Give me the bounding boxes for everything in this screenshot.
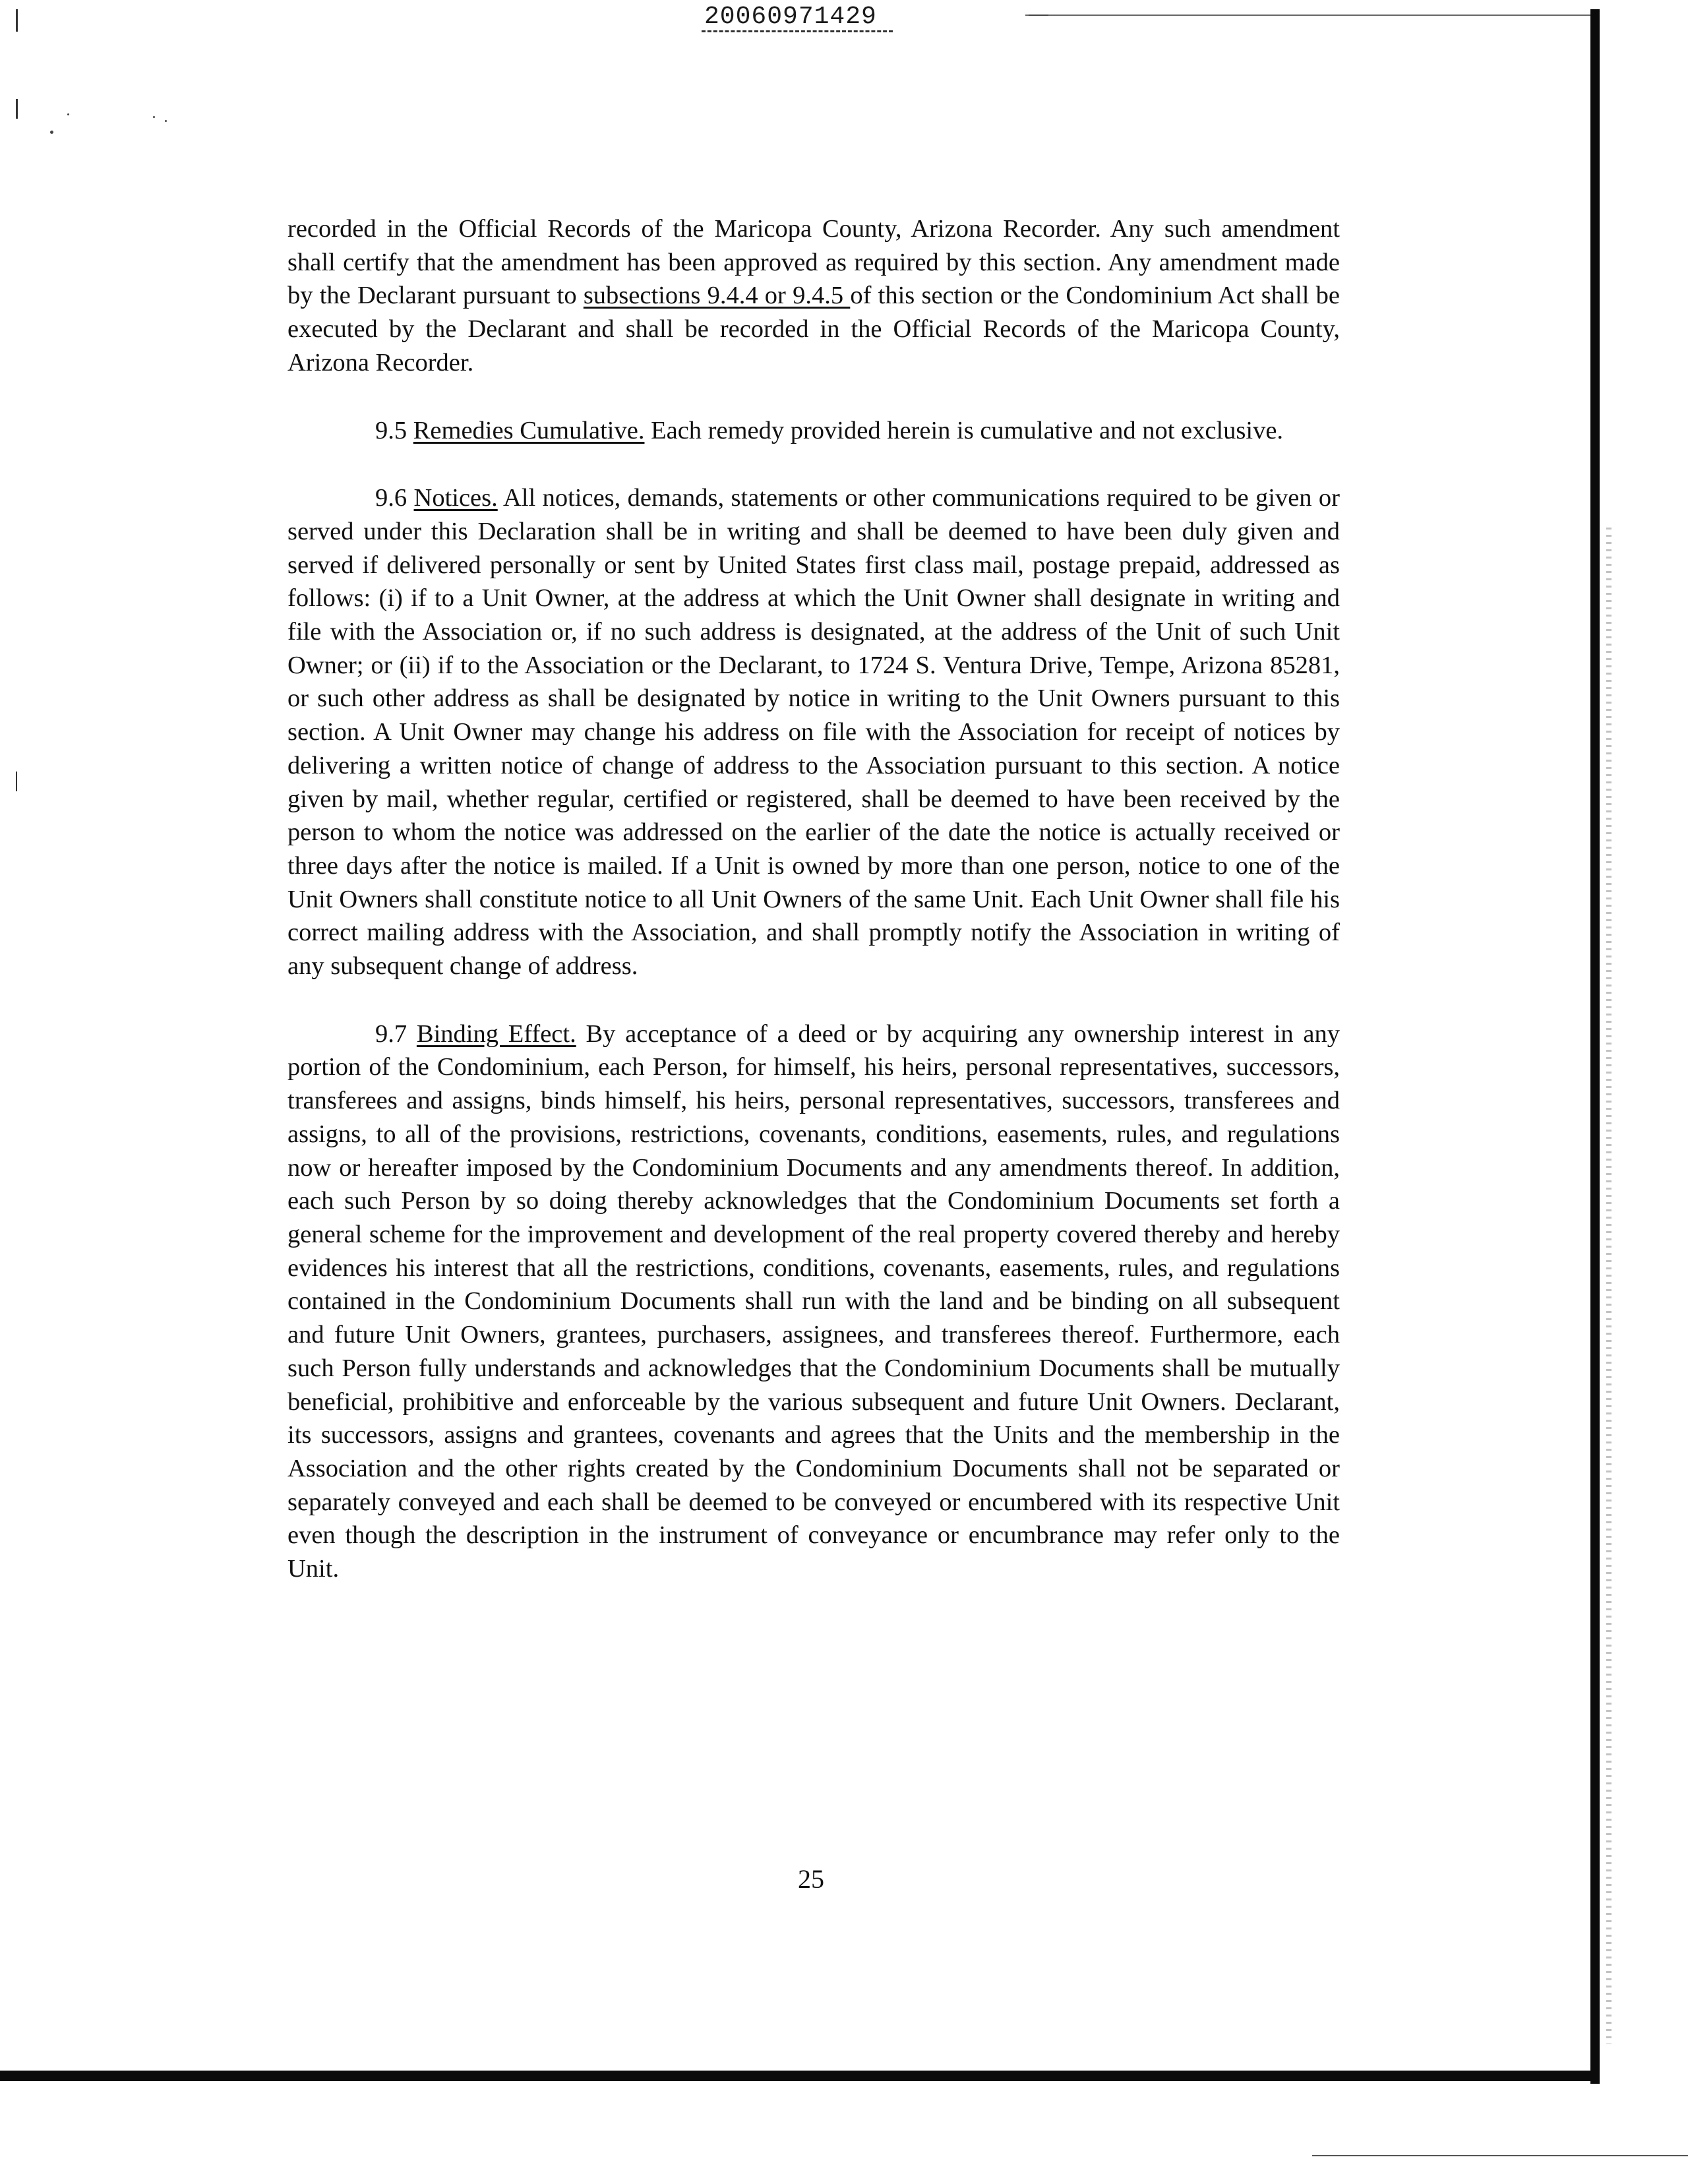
top-rule-mark (1029, 15, 1048, 16)
scan-bottom-border (0, 2071, 1600, 2081)
section-9-7 (287, 1017, 1340, 1586)
section-heading: Binding Effect. (416, 1019, 576, 1048)
section-body: All notices, demands, statements or other communications required to be given or served under this Declaration shall be in writing and shall be deemed to have been duly given and served if delivered personally or sent by United States first class mail, postage prepaid, addressed as follows: (i) if to a Unit Owner, at the address at which the Unit Owner shall designate in writing and file with the Association or, if no such address is designated, at the address of the Unit of such Unit Owner; or (ii) if to the Association or the Declarant, to 1724 S. Ventura Drive, Tempe, Arizona 85281, or such other address as shall be designated by notice in writing to the Unit Owners pursuant to this section. A Unit Owner may change his address on file with the Association for receipt of notices by delivering a written notice of change of address to the Association pursuant to this section. A notice given by mail, whether regular, certified or registered, shall be deemed to have been received by the person to whom the notice was addressed on the earlier of the date the notice is actually received or three days after the notice is mailed. If a Unit is owned by more than one person, notice to one of the Unit Owners shall constitute notice to all Unit Owners of the same Unit. Each Unit Owner shall file his correct mailing address with the Association, and shall promptly notify the Association in writing of any subsequent change of address. (287, 484, 1340, 981)
document-body (287, 212, 1340, 1586)
section-number: 9.5 (375, 416, 413, 444)
paragraph-text: recorded in the Official Records of the Maricopa County, Arizona Recorder. Any such amendment shall certify that the amendment has been approved as required by this section. Any amendment made by the Declarant pursuant to (287, 215, 1340, 310)
top-rule (1025, 15, 1592, 16)
section-number: 9.7 (375, 1019, 417, 1048)
document-number-underline (702, 30, 893, 32)
scan-speck (165, 120, 167, 122)
section-body: Each remedy provided herein is cumulative and not exclusive. (644, 416, 1284, 444)
scan-edge-speckle (1606, 528, 1612, 2044)
scan-left-mark (16, 99, 18, 119)
section-9-6 (287, 481, 1340, 983)
continuation-paragraph (287, 212, 1340, 380)
scan-speck (153, 116, 155, 118)
subsection-reference: subsections 9.4.4 or 9.4.5 (583, 282, 851, 310)
section-body: By acceptance of a deed or by acquiring any ownership interest in any portion of the Condominium, each Person, for himself, his heirs, personal representatives, successors, transferees and assigns, binds himself, his heirs, personal representatives, successors, transferees and assigns, to all of the provisions, restrictions, covenants, conditions, easements, rules, and regulations now or hereafter imposed by the Condominium Documents and any amendments thereof. In addition, each such Person by so doing thereby acknowledges that the Condominium Documents set forth a general scheme for the improvement and development of the real property covered thereby and hereby evidences his interest that all the restrictions, conditions, covenants, easements, rules, and regulations contained in the Condominium Documents shall run with the land and be binding on all subsequent and future Unit Owners, grantees, purchasers, assignees, and transferees thereof. Furthermore, each such Person fully understands and acknowledges that the Condominium Documents shall be mutually beneficial, prohibitive and enforceable by the various subsequent and future Unit Owners. Declarant, its successors, assigns and grantees, covenants and agrees that the Units and the membership in the Association and the other rights created by the Condominium Documents shall not be separated or separately conveyed and each shall be deemed to be conveyed or encumbered with its respective Unit even though the description in the instrument of conveyance or encumbrance may refer only to the Unit. (287, 1019, 1341, 1583)
scan-right-border (1590, 9, 1600, 2084)
bottom-rule (1312, 2155, 1688, 2156)
section-heading: Notices. (413, 484, 498, 512)
page-number: 25 (798, 1864, 824, 1894)
paragraph-text: of this section or the Condominium Act shall be executed by the Declarant and shall be recorded in the Official Records of the Maricopa County, Arizona Recorder. (287, 282, 1340, 377)
section-heading: Remedies Cumulative. (413, 416, 645, 444)
section-9-5 (287, 414, 1340, 448)
scan-left-mark (16, 772, 17, 791)
scan-speck (50, 131, 53, 134)
scan-left-mark (16, 9, 18, 32)
scan-speck (67, 113, 69, 115)
document-number: 20060971429 (704, 3, 877, 31)
section-number: 9.6 (375, 484, 414, 512)
